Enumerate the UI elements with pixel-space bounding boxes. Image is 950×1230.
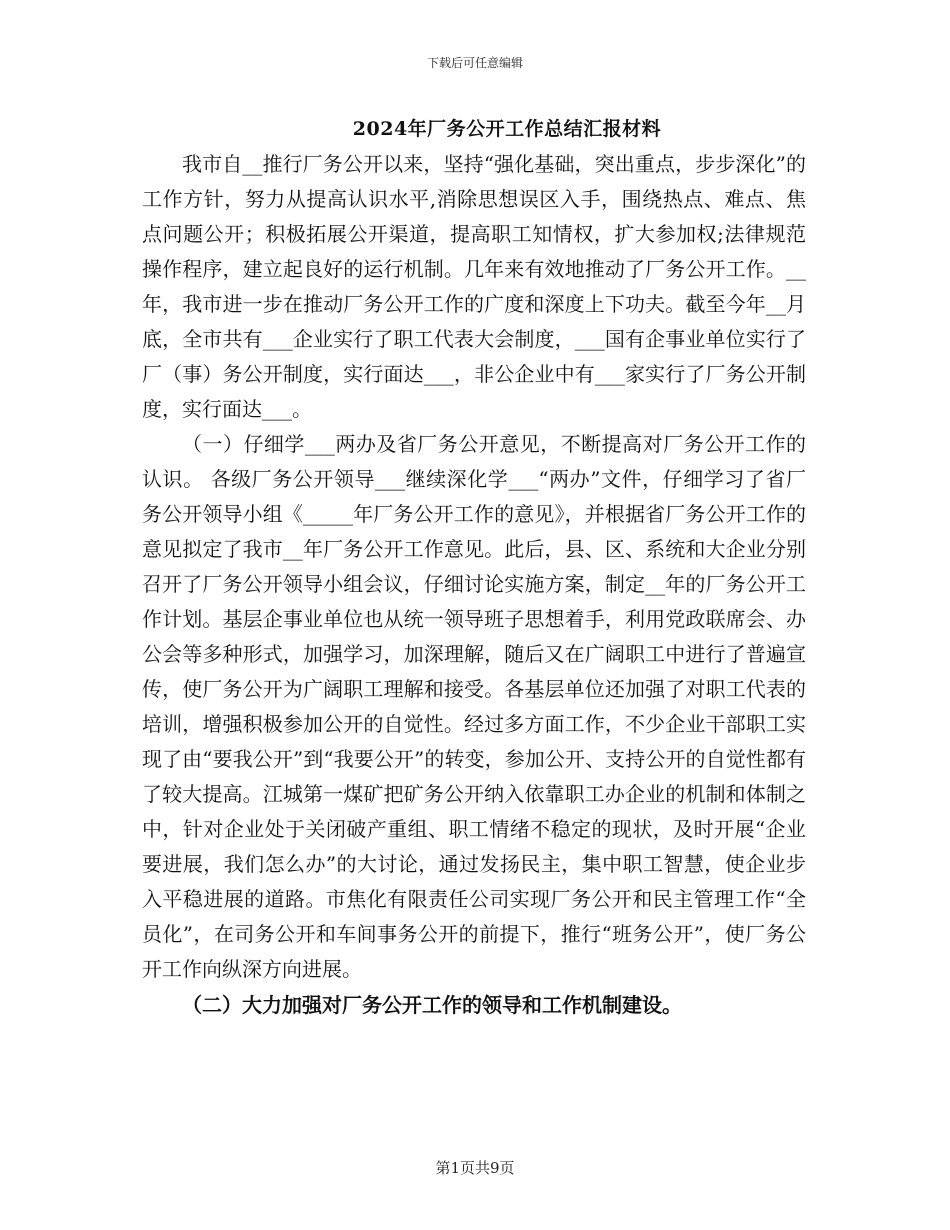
document-body bbox=[142, 147, 806, 1023]
page-number: 第1页共9页 bbox=[435, 1159, 515, 1177]
body-paragraph: 我市自__推行厂务公开以来，坚持“强化基础，突出重点，步步深化”的工作方针，努力从提高认识水平,消除思想误区入手，围绕热点、难点、焦点问题公开；积极拓展公开渠道，提高职工知情权，扩大参加权;法律规范操作程序，建立起良好的运行机制。几年来有效地推动了厂务公开工作。__年，我市进一步在推动厂务公开工作的广度和深度上下功夫。截至今年__月底，全市共有___企业实行了职工代表大会制度，___国有企事业单位实行了厂（事）务公开制度，实行面达___，非公企业中有___家实行了厂务公开制度，实行面达___。 bbox=[142, 152, 806, 421]
section-heading: （二）大力加强对厂务公开工作的领导和工作机制建设。 bbox=[182, 993, 682, 1017]
document-title: 2024年厂务公开工作总结汇报材料 bbox=[352, 118, 662, 140]
body-paragraph: （一）仔细学___两办及省厂务公开意见，不断提高对厂务公开工作的认识。 各级厂务公开领导___继续深化学___“两办”文件，仔细学习了省厂务公开领导小组《_____年厂务公开工作的意见》，并根据省厂务公开工作的意见拟定了我市__年厂务公开工作意见。此后，县、区、系统和大企业分别召开了厂务公开领导小组会议，仔细讨论实施方案，制定__年的厂务公开工作计划。基层企事业单位也从统一领导班子思想着手，利用党政联席会、办公会等多种形式，加强学习，加深理解，随后又在广阔职工中进行了普遍宣传，使厂务公开为广阔职工理解和接受。各基层单位还加强了对职工代表的培训，增强积极参加公开的自觉性。经过多方面工作，不少企业干部职工实现了由“要我公开”到“我要公开”的转变，参加公开、支持公开的自觉性都有了较大提高。江城第一煤矿把矿务公开纳入依靠职工办企业的机制和体制之中，针对企业处于关闭破产重组、职工情绪不稳定的现状，及时开展“企业要进展，我们怎么办”的大讨论，通过发扬民主，集中职工智慧，使企业步入平稳进展的道路。市焦化有限责任公司实现厂务公开和民主管理工作“全员化”，在司务公开和车间事务公开的前提下，推行“班务公开”，使厂务公开工作向纵深方向进展。 bbox=[142, 432, 806, 981]
page-header-note: 下载后可任意编辑 bbox=[426, 56, 523, 70]
